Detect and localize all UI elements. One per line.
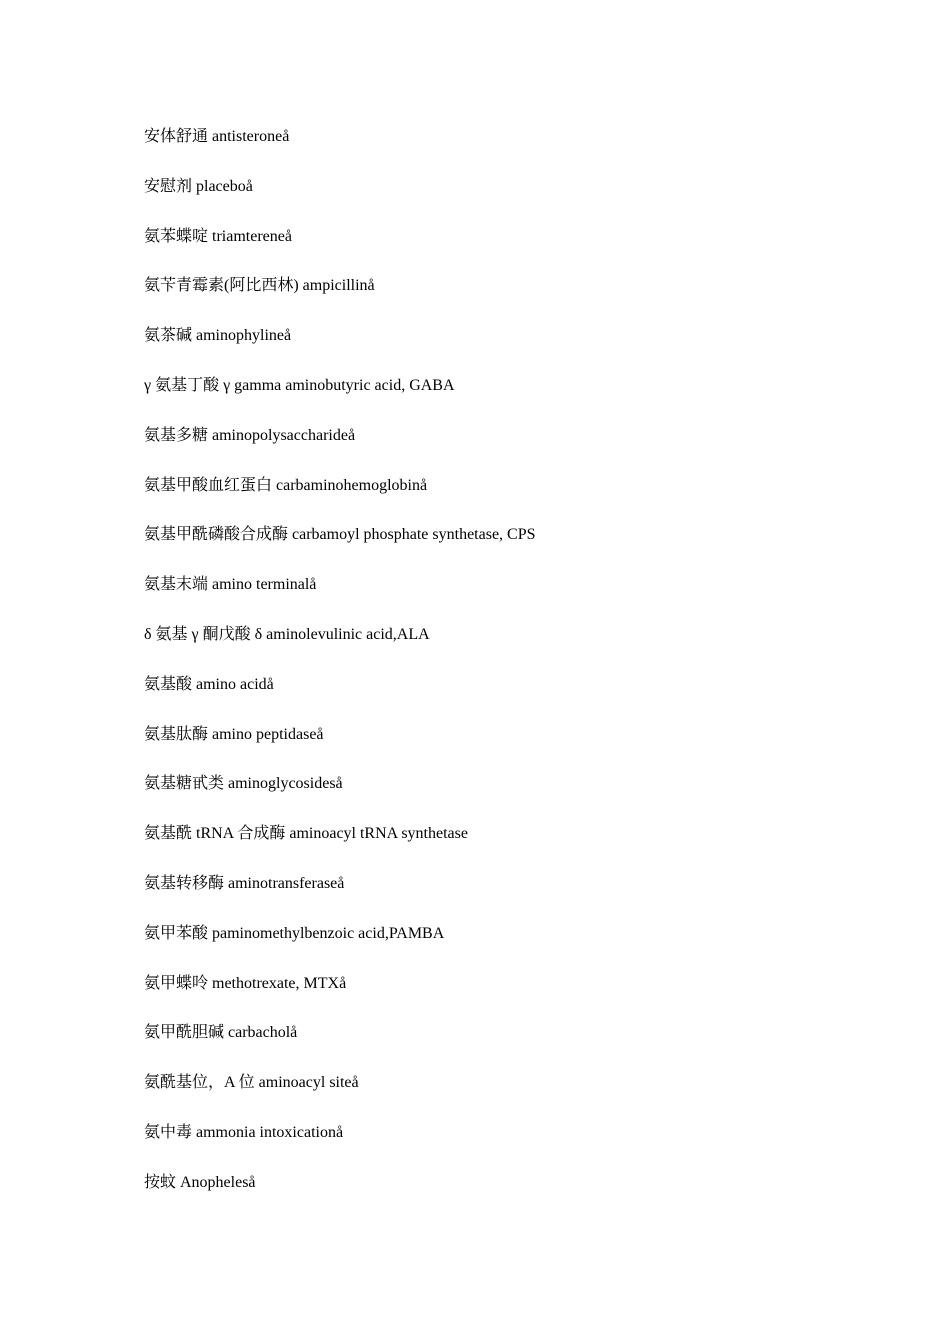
glossary-entry: 氨甲苯酸 paminomethylbenzoic acid,PAMBA	[144, 924, 445, 942]
glossary-entry: δ 氨基 γ 酮戊酸 δ aminolevulinic acid,ALA	[144, 625, 430, 643]
glossary-entry: 氨基甲酰磷酸合成酶 carbamoyl phosphate synthetase, CPS	[144, 526, 536, 544]
glossary-entry: 氨基甲酸血红蛋白 carbaminohemoglobinå	[144, 476, 428, 494]
glossary-entry: 氨苄青霉素(阿比西林) ampicillinå	[144, 277, 375, 295]
glossary-entry: 氨基酰 tRNA 合成酶 aminoacyl tRNA synthetase	[144, 825, 468, 843]
glossary-entry: 氨茶碱 aminophylineå	[144, 327, 292, 345]
glossary-entry: 氨基酸 amino acidå	[144, 675, 274, 693]
glossary-entry: 氨酰基位，A 位 aminoacyl siteå	[144, 1074, 359, 1092]
glossary-entry: 氨基转移酶 aminotransferaseå	[144, 874, 345, 892]
glossary-entry: 氨基多糖 aminopolysaccharideå	[144, 426, 356, 444]
glossary-entry: 氨甲蝶呤 methotrexate, MTXå	[144, 974, 347, 992]
glossary-entry: 安体舒通 antisteroneå	[144, 128, 290, 145]
glossary-list	[144, 124, 864, 1220]
glossary-entry: 安慰剂 placeboå	[144, 177, 253, 195]
glossary-entry: 氨苯蝶啶 triamtereneå	[144, 227, 292, 245]
glossary-entry: 按蚊 Anopheleså	[144, 1173, 256, 1191]
glossary-entry: γ 氨基丁酸 γ gamma aminobutyric acid, GABA	[144, 376, 455, 394]
glossary-entry: 氨基糖甙类 aminoglycosideså	[144, 775, 343, 793]
glossary-entry: 氨中毒 ammonia intoxicationå	[144, 1123, 344, 1141]
glossary-entry: 氨甲酰胆碱 carbacholå	[144, 1024, 298, 1042]
glossary-entry: 氨基肽酶 amino peptidaseå	[144, 725, 324, 743]
glossary-entry: 氨基末端 amino terminalå	[144, 576, 317, 594]
